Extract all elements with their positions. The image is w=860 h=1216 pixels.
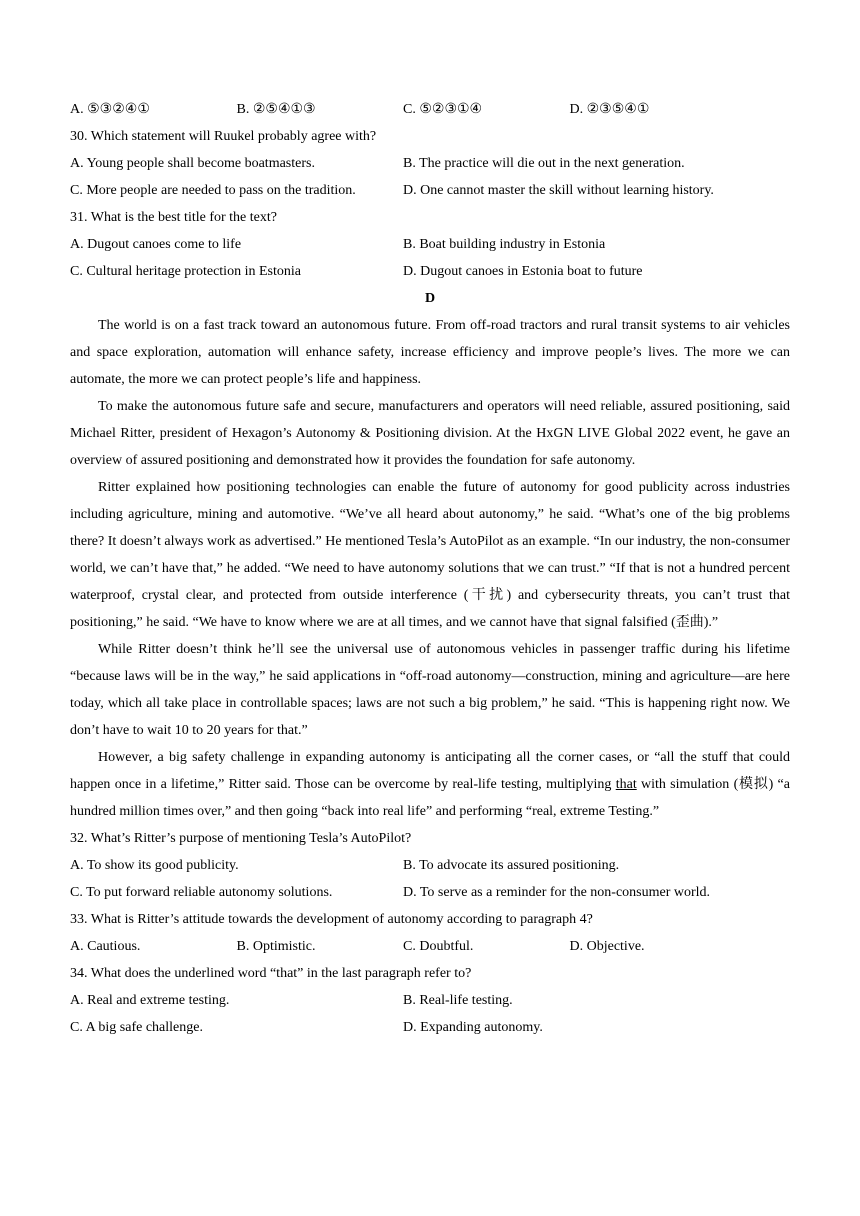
p5-text-after: with simulation (模拟) “a hundred million times over,” and then going “back into real life” and performing “real, extreme Testing.” [70, 777, 790, 819]
underlined-word: that [615, 777, 637, 792]
q34-option-c: C. A big safe challenge. [70, 1020, 203, 1035]
q31-option-d: D. Dugout canoes in Estonia boat to future [403, 264, 643, 279]
q34-options-row2 [70, 1014, 790, 1041]
passage-paragraph-5 [70, 744, 790, 825]
q30-option-d: D. One cannot master the skill without learning history. [403, 183, 714, 198]
q30-options-row2 [70, 177, 790, 204]
p5-text-before: However, a big safety challenge in expanding autonomy is anticipating all the corner cases, or “all the stuff that could happen once in a lifetime,” Ritter said. Those can be overcome by real-life testing, multiplying [70, 750, 790, 792]
section-label: D [424, 291, 436, 306]
q32-stem: 32. What’s Ritter’s purpose of mentioning Tesla’s AutoPilot? [70, 831, 412, 846]
passage-paragraph-4: While Ritter doesn’t think he’ll see the universal use of autonomous vehicles in passenger traffic during his lifetime “because laws will be in the way,” he said applications in “off-road autonomy—construction, mining and agriculture—are here today, which all take place in controllable spaces; laws are not such a big problem,” he said. “This is happening right now. We don’t have to wait 10 to 20 years for that.” [70, 642, 790, 738]
q34-options-row1 [70, 987, 790, 1014]
q31-option-b: B. Boat building industry in Estonia [403, 237, 606, 252]
q34-option-b: B. Real-life testing. [403, 993, 513, 1008]
q33-options [70, 933, 790, 960]
q32-options-row2 [70, 879, 790, 906]
q31-option-a: A. Dugout canoes come to life [70, 237, 242, 252]
q29-option-c: C. ⑤②③①④ [403, 102, 483, 117]
q32-option-d: D. To serve as a reminder for the non-consumer world. [403, 885, 711, 900]
q29-option-a: A. ⑤③②④① [70, 102, 150, 117]
q29-options [70, 96, 790, 123]
q34-option-d: D. Expanding autonomy. [403, 1020, 543, 1035]
q34-stem: 34. What does the underlined word “that” in the last paragraph refer to? [70, 966, 472, 981]
q33-option-d: D. Objective. [569, 939, 645, 954]
q32-option-a: A. To show its good publicity. [70, 858, 239, 873]
q29-option-d: D. ②③⑤④① [569, 102, 650, 117]
exam-page [70, 96, 790, 1041]
passage-paragraph-3: Ritter explained how positioning technologies can enable the future of autonomy for good publicity across industries including agriculture, mining and automotive. “We’ve all heard about autonomy,” he said. “What’s one of the big problems there? It doesn’t always work as advertised.” He mentioned Tesla’s AutoPilot as an example. “In our industry, the non-consumer world, we can’t have that,” he added. “We need to have autonomy solutions that we can trust.” “If that is not a hundred percent waterproof, crystal clear, and protected from outside interference (干扰) and cybersecurity threats, you can’t trust that positioning,” he said. “We have to know where we are at all times, and we cannot have that signal falsified (歪曲).” [70, 480, 790, 630]
passage-paragraph-2: To make the autonomous future safe and secure, manufacturers and operators will need reliable, assured positioning, said Michael Ritter, president of Hexagon’s Autonomy & Positioning division. At the HxGN LIVE Global 2022 event, he gave an overview of assured positioning and demonstrated how it provides the foundation for safe autonomy. [70, 399, 790, 468]
q30-option-b: B. The practice will die out in the next generation. [403, 156, 685, 171]
q33-option-b: B. Optimistic. [236, 939, 316, 954]
q31-stem: 31. What is the best title for the text? [70, 210, 277, 225]
q30-option-a: A. Young people shall become boatmasters. [70, 156, 315, 171]
q32-options-row1 [70, 852, 790, 879]
q33-option-a: A. Cautious. [70, 939, 141, 954]
q32-option-b: B. To advocate its assured positioning. [403, 858, 620, 873]
q30-options-row1 [70, 150, 790, 177]
q34-option-a: A. Real and extreme testing. [70, 993, 230, 1008]
q30-option-c: C. More people are needed to pass on the tradition. [70, 183, 356, 198]
q29-option-b: B. ②⑤④①③ [236, 102, 316, 117]
passage-paragraph-1: The world is on a fast track toward an autonomous future. From off-road tractors and rural transit systems to air vehicles and space exploration, automation will enhance safety, increase efficiency and improve people’s lives. The more we can automate, the more we can protect people’s life and happiness. [70, 318, 790, 387]
q33-stem: 33. What is Ritter’s attitude towards the development of autonomy according to paragraph 4? [70, 912, 593, 927]
q32-option-c: C. To put forward reliable autonomy solutions. [70, 885, 333, 900]
q31-option-c: C. Cultural heritage protection in Estonia [70, 264, 301, 279]
q33-option-c: C. Doubtful. [403, 939, 474, 954]
q30-stem: 30. Which statement will Ruukel probably agree with? [70, 129, 377, 144]
q31-options-row2 [70, 258, 790, 285]
q31-options-row1 [70, 231, 790, 258]
